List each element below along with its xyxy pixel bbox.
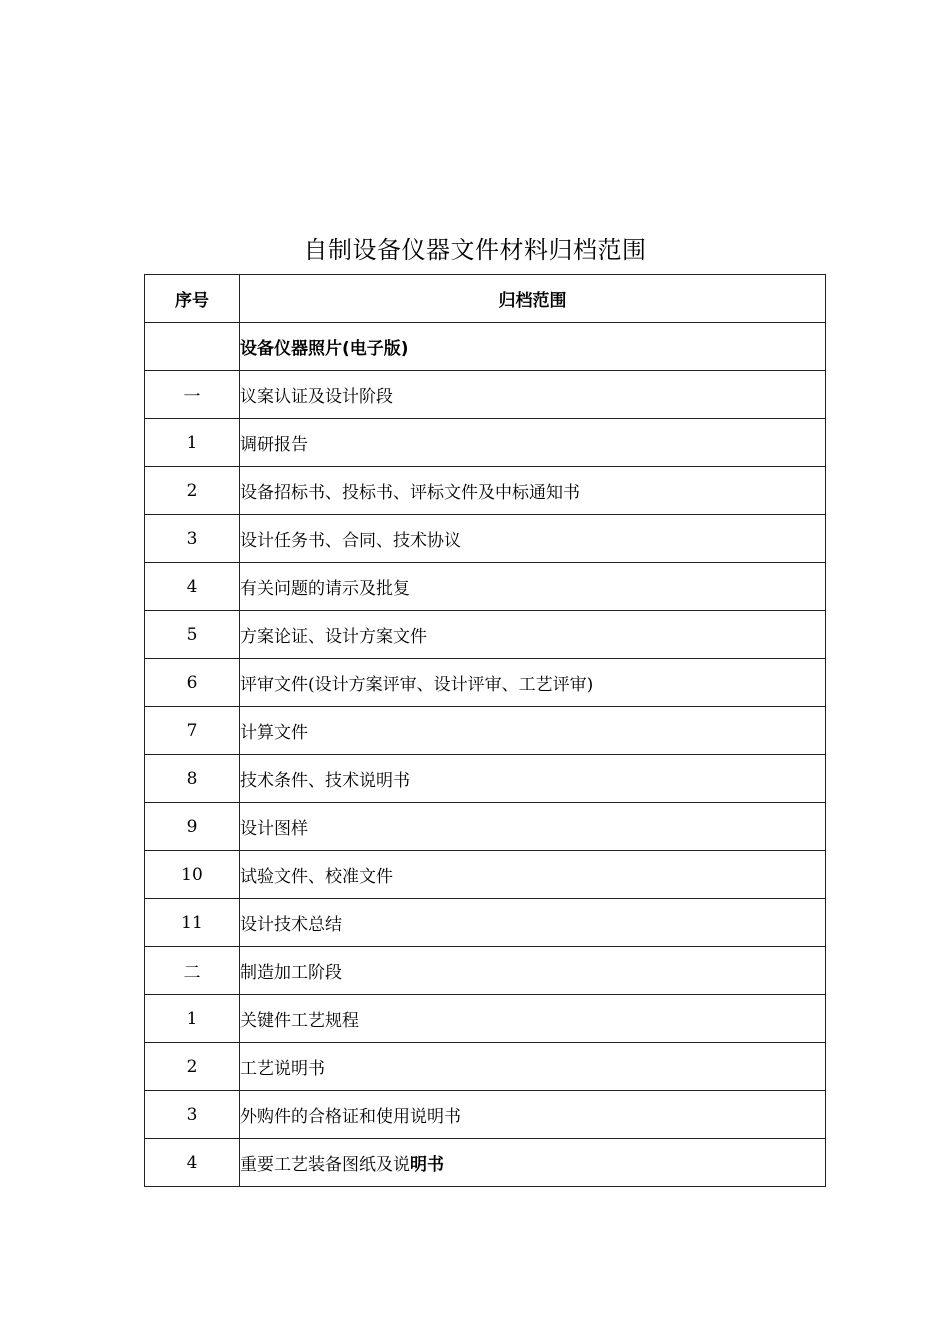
row-scope-text: 调研报告 (240, 435, 308, 455)
row-archive-scope (240, 1139, 826, 1187)
row-scope-text: 设计任务书、合同、技术协议 (240, 531, 461, 551)
table-row (145, 899, 826, 947)
row-scope-text: 有关问题的请示及批复 (240, 579, 410, 599)
table-row (145, 515, 826, 563)
table-header-row (145, 275, 826, 323)
row-serial-number: 二 (145, 947, 240, 995)
row-archive-scope (240, 1091, 826, 1139)
row-serial-number: 8 (145, 755, 240, 803)
table-body (145, 323, 826, 1187)
table-row (145, 755, 826, 803)
row-scope-text: 计算文件 (240, 723, 308, 743)
header-archive-scope: 归档范围 (240, 275, 826, 323)
row-scope-text: 关键件工艺规程 (240, 1011, 359, 1031)
row-serial-number: 5 (145, 611, 240, 659)
row-scope-text: 评审文件(设计方案评审、设计评审、工艺评审) (240, 675, 594, 695)
table-row (145, 611, 826, 659)
row-scope-text: 外购件的合格证和使用说明书 (240, 1107, 461, 1127)
row-serial-number: 4 (145, 1139, 240, 1187)
row-archive-scope (240, 947, 826, 995)
table-row (145, 803, 826, 851)
table-row (145, 467, 826, 515)
row-scope-text: 设备招标书、投标书、评标文件及中标通知书 (240, 483, 580, 503)
table-row (145, 947, 826, 995)
row-archive-scope (240, 995, 826, 1043)
row-archive-scope (240, 899, 826, 947)
table-row (145, 659, 826, 707)
row-archive-scope (240, 803, 826, 851)
row-archive-scope (240, 707, 826, 755)
header-serial-number: 序号 (145, 275, 240, 323)
table-row (145, 995, 826, 1043)
row-serial-number: 7 (145, 707, 240, 755)
row-scope-text: 设计图样 (240, 819, 308, 839)
table-row (145, 851, 826, 899)
table-row (145, 1139, 826, 1187)
row-serial-number: 4 (145, 563, 240, 611)
row-scope-text: 制造加工阶段 (240, 963, 342, 983)
row-serial-number: 一 (145, 371, 240, 419)
row-archive-scope (240, 371, 826, 419)
table-row (145, 707, 826, 755)
table-row (145, 371, 826, 419)
row-archive-scope (240, 563, 826, 611)
row-serial-number: 2 (145, 467, 240, 515)
table-row (145, 563, 826, 611)
row-serial-number: 11 (145, 899, 240, 947)
row-archive-scope (240, 323, 826, 371)
document-title: 自制设备仪器文件材料归档范围 (303, 236, 647, 264)
table-row (145, 419, 826, 467)
row-scope-text-tail: 明书 (410, 1155, 444, 1175)
row-archive-scope (240, 419, 826, 467)
row-scope-text: 技术条件、技术说明书 (240, 771, 410, 791)
row-serial-number: 9 (145, 803, 240, 851)
row-archive-scope (240, 467, 826, 515)
table-row (145, 323, 826, 371)
row-scope-text: 设备仪器照片(电子版) (240, 339, 409, 359)
row-archive-scope (240, 1043, 826, 1091)
row-scope-text: 设计技术总结 (240, 915, 342, 935)
row-serial-number: 3 (145, 515, 240, 563)
row-serial-number: 1 (145, 995, 240, 1043)
row-serial-number (145, 323, 240, 371)
row-archive-scope (240, 755, 826, 803)
row-archive-scope (240, 515, 826, 563)
row-archive-scope (240, 611, 826, 659)
table-row (145, 1043, 826, 1091)
row-scope-text: 工艺说明书 (240, 1059, 325, 1079)
row-archive-scope (240, 851, 826, 899)
row-scope-text: 议案认证及设计阶段 (240, 387, 393, 407)
row-archive-scope (240, 659, 826, 707)
row-scope-text: 重要工艺装备图纸及说 (240, 1155, 410, 1175)
row-scope-text: 试验文件、校准文件 (240, 867, 393, 887)
row-serial-number: 3 (145, 1091, 240, 1139)
archive-scope-table (144, 274, 826, 1187)
table-row (145, 1091, 826, 1139)
row-serial-number: 6 (145, 659, 240, 707)
row-serial-number: 1 (145, 419, 240, 467)
row-serial-number: 10 (145, 851, 240, 899)
row-scope-text: 方案论证、设计方案文件 (240, 627, 427, 647)
row-serial-number: 2 (145, 1043, 240, 1091)
